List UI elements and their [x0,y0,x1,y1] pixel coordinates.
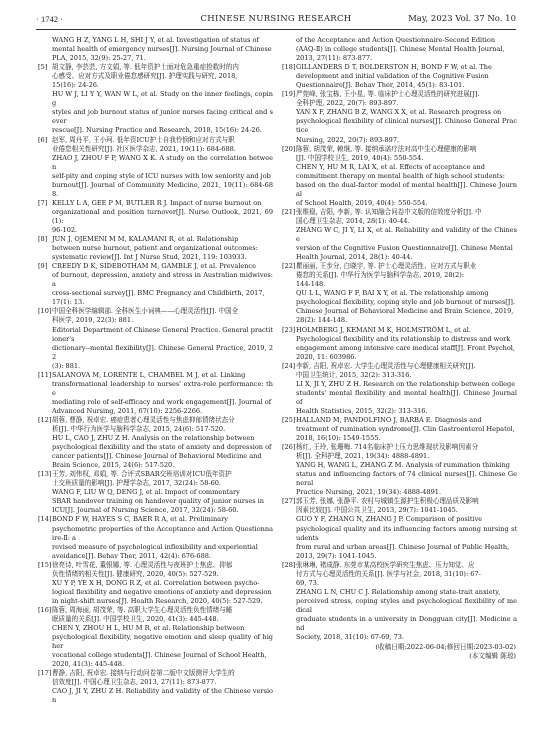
reference-line: 曹静, 吉阳, 祝卓宏. 接纳与行动问卷第二版中文版测评大学生的 [52,669,235,678]
reference-line: engagement among intensive care medical staff[J]. Front Psychol, [296,343,515,352]
reference-line: 郭玉芳, 张娜, 张静平. 农村与城镇生源护生积极心理品质及影响 [296,497,479,506]
reference-entry [38,371,273,416]
reference-number: [22] [282,262,296,271]
reference-entry [38,136,273,199]
page-header [36,14,516,28]
reference-column-right [282,36,517,642]
reference-number: [16] [38,605,52,614]
reference-line: BOND F W, HAYES S C, BAER R A, et al. Preliminary [52,515,228,524]
reference-line: 28(2): 144-148. [296,316,348,325]
reference-line: mediating role of self-efficacy and work engagement[J]. Journal of [52,397,272,406]
reference-line: 2013, 29(7): 1041-1045. [296,551,377,560]
reference-line: vocational college students[J]. Chinese Journal of School Health, [52,651,267,660]
page-number: · 1742 · [36,14,63,24]
reference-line: WANG F, LIU W Q, DENG J, et al. Impact of commentary [52,488,240,497]
reference-line: 负性情绪的相关性[J]. 健康研究, 2020, 40(5): 527-529. [52,569,219,578]
reference-line: 业倦怠相关性研究[J]. 社区医学杂志, 2021, 19(11): 684-688. [52,144,236,153]
reference-line: Psychological flexibility and its relationship to distress and work [296,334,511,343]
journal-name: CHINESE NURSING RESEARCH [200,14,352,24]
reference-line: YAN X F, ZHANG B Z, WANG X X, et al. Research progress on [296,108,502,117]
reference-line: 徐亮诗, 叶雪花, 董银娜, 等. 心理灵活性与夜班护士焦虑、抑郁 [52,560,233,569]
reference-line: based on the dual-factor model of mental health[J]. Chinese Journal [296,180,517,198]
reference-line: of the Acceptance and Action Questionnaire-Second Edition [296,36,496,44]
reference-line: 陈蓉, 周海丽, 胡茂荣, 等. 高职大学生心理灵活性负性情绪与睡 [52,605,233,614]
reference-entry [38,63,273,135]
header-rule [36,29,516,30]
reference-entry [282,208,517,262]
reference-line: 心感受、应对方式及职业倦怠感研究[J]. 护理实践与研究, 2018, [52,72,238,81]
reference-entry [38,416,273,470]
reference-line: CREEDY D K, SIDEBOTHAM M, GAMBLE J, et al. Prevalence [52,262,256,271]
reference-line: 2013, 27(11): 873-877. [296,54,373,63]
reference-line: 科医学, 2019, 22(3): 881. [52,316,134,325]
reference-number: [28] [282,560,296,569]
issue-info: May, 2023 Vol. 37 No. 10 [408,14,516,24]
received-dates: (收稿日期:2022-06-04;修回日期:2023-03-02) [375,643,516,651]
reference-line: logical flexibility and negative emotions of anxiety and depression [52,587,272,596]
reference-number: [27] [282,497,296,506]
reference-line: psychological flexibility of clinical nurses[J]. Chinese General Practice [296,117,517,135]
reference-line: 69, 73. [296,578,319,587]
reference-line: version of the Cognitive Fusion Questionnaire[J]. Chinese Mental [296,244,513,253]
reference-line: KELLY L A, GEE P M, BUTLER R J. Impact of nurse burnout on [52,198,262,207]
reference-line: between nurse burnout, patient and organizational outcomes: [52,244,258,253]
reference-line: HALLAND M, PANDOLFINO J, BARBA E. Diagnosis and [296,415,482,424]
reference-entry [38,36,273,63]
reference-line: 士交班质量的影响[J]. 护理学杂志, 2017, 32(24): 58-60. [52,479,222,488]
reference-line: burnout[J]. Journal of Community Medicine, 2021, 19(11): 684-688. [52,180,273,198]
reference-line: SBAR handover training on handover quality of junior nurses in [52,497,264,506]
reference-line: 全科护理, 2022, 20(7): 893-897. [296,99,399,108]
reference-entry [282,36,517,63]
reference-line: 析[J]. 全科护理, 2021, 19(34): 4888-4891. [296,452,430,461]
reference-line: (3): 881. [52,361,81,370]
reference-column-left [38,36,273,705]
reference-entry [282,63,517,90]
reference-line: avoidance[J]. Behav Ther, 2011, 42(4): 676-688. [52,551,211,560]
reference-line: development and initial validation of the Cognitive Fusion [296,72,489,81]
reference-line: cancer patients[J]. Chinese Journal of Behavioral Medicine and [52,452,262,461]
reference-number: [14] [38,515,52,524]
reference-line: JUN J, OJEMENI M M, KALAMANI R, et al. Relationship [52,235,239,244]
reference-line: 96-102. [52,225,78,234]
reference-line: LI X, JI Y, ZHU Z H. Research on the relationship between college [296,379,516,388]
reference-line: status and influencing factors of 74 clinical nurses[J]. Chinese General [296,470,517,488]
reference-entry [38,470,273,515]
reference-number: [17] [38,669,52,678]
reference-entry [38,199,273,235]
reference-entry [38,561,273,606]
reference-line: HOLMBERG J, KEMANI M K, HOLMSTRÖM L, et al. [296,325,471,334]
reference-line: of burnout, depression, anxiety and stress in Australian midwives: a [52,271,273,289]
reference-entry [38,307,273,370]
reference-line: ZHAO J, ZHOU F P, WANG X K. A study on the correlation between [52,153,273,171]
reference-number: [5] [38,63,48,72]
reference-line: psychological flexibility, coping style and job burnout of nurses[J]. [296,298,516,307]
reference-entry [282,145,517,208]
reference-line: transformational leadership to nurses' extra-role performance: the [52,379,273,397]
reference-line: 张琳琳, 褚成静. 东莞市某高校医学研究生焦虑、压力知觉、应 [296,560,475,569]
reference-line: GUO Y F, ZHANG N, ZHANG J P. Comparison of positive [296,515,483,524]
reference-line: YANG H, WANG L, ZHANG Z M. Analysis of rumination thinking [296,461,510,470]
reference-line: revised measure of psychological inflexibility and experiential [52,542,258,551]
reference-entry [38,262,273,307]
reference-line: 胡蓉, 曹静, 祝卓宏. 癌症患者心理灵活性与焦虑抑郁情绪状态分 [52,415,235,424]
reference-line: Advanced Nursing, 2011, 67(10): 2256-2266. [52,406,203,415]
reference-line: from rural and urban areas[J]. Chinese Journal of Public Health, [296,542,510,551]
reference-line: self-pity and coping style of ICU nurses with low seniority and job [52,171,271,180]
reference-line: 国心理卫生杂志, 2014, 28(1): 40-44. [296,216,410,225]
reference-line: 严莞峰, 张宝栋, 王小星, 等. 临床护士心理灵活性的研究进展[J]. [296,90,480,99]
reference-line: XU Y P, YE X H, DONG R Z, et al. Correlation between psycho- [52,578,260,587]
reference-line: CHEN Y, HU M R, LAI X, et al. Effects of acceptance and [296,162,485,171]
reference-number: [26] [282,443,296,452]
reference-number: [15] [38,560,52,569]
reference-number: [11] [38,370,52,379]
reference-entry [282,90,517,144]
reference-number: [13] [38,470,52,479]
reference-line: psychological flexibility and the state of anxiety and depression of [52,443,272,452]
reference-line: 2020, 41(3): 445-448. [52,660,124,669]
reference-line: WANG H Z, YANG L H, SHI J Y, et al. Investigation of status of [52,36,259,44]
reference-line: CHEN Y, ZHOU H L, HU M R, et al. Relationship between [52,624,245,633]
reference-line: Health Journal, 2014, 28(1): 40-44. [296,253,413,262]
reference-entry [38,606,273,669]
editor-note: (本文编辑 陈琼) [469,652,516,660]
reference-entry [282,443,517,497]
reference-line: HU L, CAO J, ZHU Z H. Analysis on the relationship between [52,434,255,443]
reference-line: students' mental flexibility and mental health[J]. Chinese Journal of [296,388,517,406]
reference-line: [J]. 中国学校卫生, 2019, 40(4): 550-554. [296,153,424,162]
reference-line: organizational and position turnover[J]. Nurse Outlook, 2021, 69(1): [52,207,273,225]
reference-number: [18] [282,63,296,72]
reference-line: CAO J, JI Y, ZHU Z H. Reliability and validity of the Chinese version [52,687,273,705]
reference-line: Editorial Department of Chinese General Practice. General practitioner's [52,325,273,343]
reference-line: GILLANDERS D T, BOLDERSTON H, BOND F W, et al. The [296,63,492,72]
reference-line: 因素比较[J]. 中国公共卫生, 2013, 29(7): 1041-1045. [296,506,458,515]
reference-line: Practice Nursing, 2021, 19(34): 4888-4891. [296,488,442,497]
reference-number: [9] [38,262,48,271]
reference-line: styles and job burnout status of junior nurses facing critical and sever [52,108,273,126]
reference-line: Chinese Journal of Behavioral Medicine and Brain Science, 2019, [296,307,514,316]
reference-line: psychological flexibility, negative emotion and sleep quality of higher [52,633,273,651]
reference-line: 倦怠的关系[J]. 中华行为医学与脑科学杂志, 2019, 28(2): [296,271,464,280]
reference-line: treatment of rumination syndrome[J]. Clin Gastroenterol Hepatol, [296,425,515,434]
reference-number: [19] [282,90,296,99]
reference-line: SALANOVA M, LORENTE L, CHAMBEL M J, et al. Linking [52,370,246,379]
reference-line: 中国卫生统计, 2015, 32(2): 313-316. [296,370,412,379]
reference-entry [282,497,517,560]
reference-line: dictionary--mental flexibility[J]. Chinese General Practice, 2019, 22 [52,343,273,361]
reference-number: [21] [282,207,296,216]
reference-line: 15(16): 24-26. [52,81,100,90]
reference-line: 张维稳, 吉阳, 李新, 等. 认知融合问卷中文版的信效度分析[J]. 中 [296,207,482,216]
reference-line: 2018, 16(10): 1549-1555. [296,434,381,443]
reference-number: [23] [282,325,296,334]
reference-line: 杨红, 王玲, 张珊梅. 714名临床护士压力思维现状及影响因素分 [296,443,479,452]
reference-line: commitment therapy on mental health of high school students: [296,171,505,180]
reference-number: [8] [38,235,48,244]
reference-line: ZHANG L N, CHU C J. Relationship among state-trait anxiety, [296,587,501,596]
reference-line: 眠质量的关系[J]. 中国学校卫生, 2020, 41(3): 445-448. [52,615,219,623]
reference-entry [282,362,517,416]
reference-line: 144-148. [296,280,326,289]
reference-number: [6] [38,135,48,144]
reference-number: [10] [38,307,52,316]
reference-line: 陈蓉, 胡茂荣, 赖继, 等. 接纳承诺疗法对高中生心理健康的影响 [296,144,477,153]
reference-line: QU L L, WANG F F, BAI X Y, et al. The relationship among [296,289,489,298]
reference-line: 赵军, 周丹平, 王小珂. 低年资ICU护士自我怜悯和应对方式与职 [52,135,235,144]
reference-line: in night-shift nurses[J]. Health Research, 2020, 40(5): 527-529. [52,596,263,605]
reference-line: perceived stress, coping styles and psychological flexibility of medical [296,596,517,614]
reference-line: 李新, 吉阳, 祝卓宏. 大学生心理灵活性与心理健康相关研究[J]. [296,361,476,370]
reference-line: ICU[J]. Journal of Nursing Science, 2017, 32(24): 58-60. [52,506,239,515]
reference-line: (AAQ-Ⅱ) in college students[J]. Chinese Mental Health Journal, [296,45,505,54]
reference-line: of School Health, 2019, 40(4): 550-554. [296,198,428,207]
reference-line: 中国全科医学编辑部. 全科医生小词典——心理灵活性[J]. 中国全 [52,307,239,316]
reference-entry [282,561,517,642]
reference-line: rescue[J]. Nursing Practice and Research, 2018, 15(16): 24-26. [52,126,262,135]
reference-number: [20] [282,144,296,153]
reference-line: 2020, 11: 603986. [296,352,357,361]
reference-number: [24] [282,361,296,370]
reference-line: HU W J, LI Y Y, WAN W L, et al. Study on the inner feelings, coping [52,90,273,108]
reference-line: ZHANG W C, JI Y, LI X, et al. Reliability and validity of the Chinese [296,225,517,244]
reference-entry [38,235,273,262]
reference-line: Society, 2018, 31(10): 67-69, 73. [296,633,405,642]
reference-line: PLA, 2015, 32(9): 25-27, 71. [52,54,146,63]
reference-number: [12] [38,415,52,424]
reference-entry [282,326,517,362]
article-footer [375,643,516,661]
reference-line: 胡文静, 李芸芸, 方文娟, 等. 低年资护士面对危急重症抢救时的内 [52,63,239,72]
reference-line: Questionnaire[J]. Behav Ther, 2014, 45(1): 83-101. [296,81,465,90]
reference-number: [7] [38,198,48,207]
reference-line: Brain Science, 2015, 24(6): 517-520. [52,461,175,470]
reference-line: psychometric properties of the Acceptance and Action Questionnaire-Ⅱ: a [52,524,273,542]
reference-entry [282,416,517,443]
reference-line: systematic review[J]. Int J Nurse Stud, 2021, 119: 103933. [52,253,247,262]
reference-line: mental health of emergency nurses[J]. Nursing Journal of Chinese [52,45,272,54]
reference-line: 析[J]. 中华行为医学与脑科学杂志, 2015, 24(6): 517-520. [52,425,226,434]
reference-line: cross-sectional survey[J]. BMC Pregnancy and Childbirth, 2017, [52,289,265,298]
reference-number: [25] [282,415,296,424]
reference-entry [282,262,517,325]
reference-line: graduate students in a university in Dongguan city[J]. Medicine and [296,615,517,633]
reference-entry [38,515,273,560]
reference-line: psychological quality and its influencing factors among nursing students [296,524,517,542]
reference-line: 信效度[J]. 中国心理卫生杂志, 2013, 27(11): 873-877. [52,678,217,687]
reference-line: 瞿丽丽, 王步分, 白晓宇, 等. 护士心理灵活性、应对方式与职业 [296,262,477,271]
reference-line: Nursing, 2022, 20(7): 893-897. [296,135,400,144]
reference-line: Health Statistics, 2015, 32(2): 313-316. [296,406,428,415]
reference-line: 王芳, 刘伟权, 邓娟, 等. 合评式SBAR交班培训对ICU低年资护 [52,470,232,479]
reference-entry [38,669,273,705]
reference-line: 17(1): 13. [52,298,85,307]
reference-line: 付方式与心理灵活性的关系[J]. 医学与社会, 2018, 31(10): 67- [296,569,481,578]
